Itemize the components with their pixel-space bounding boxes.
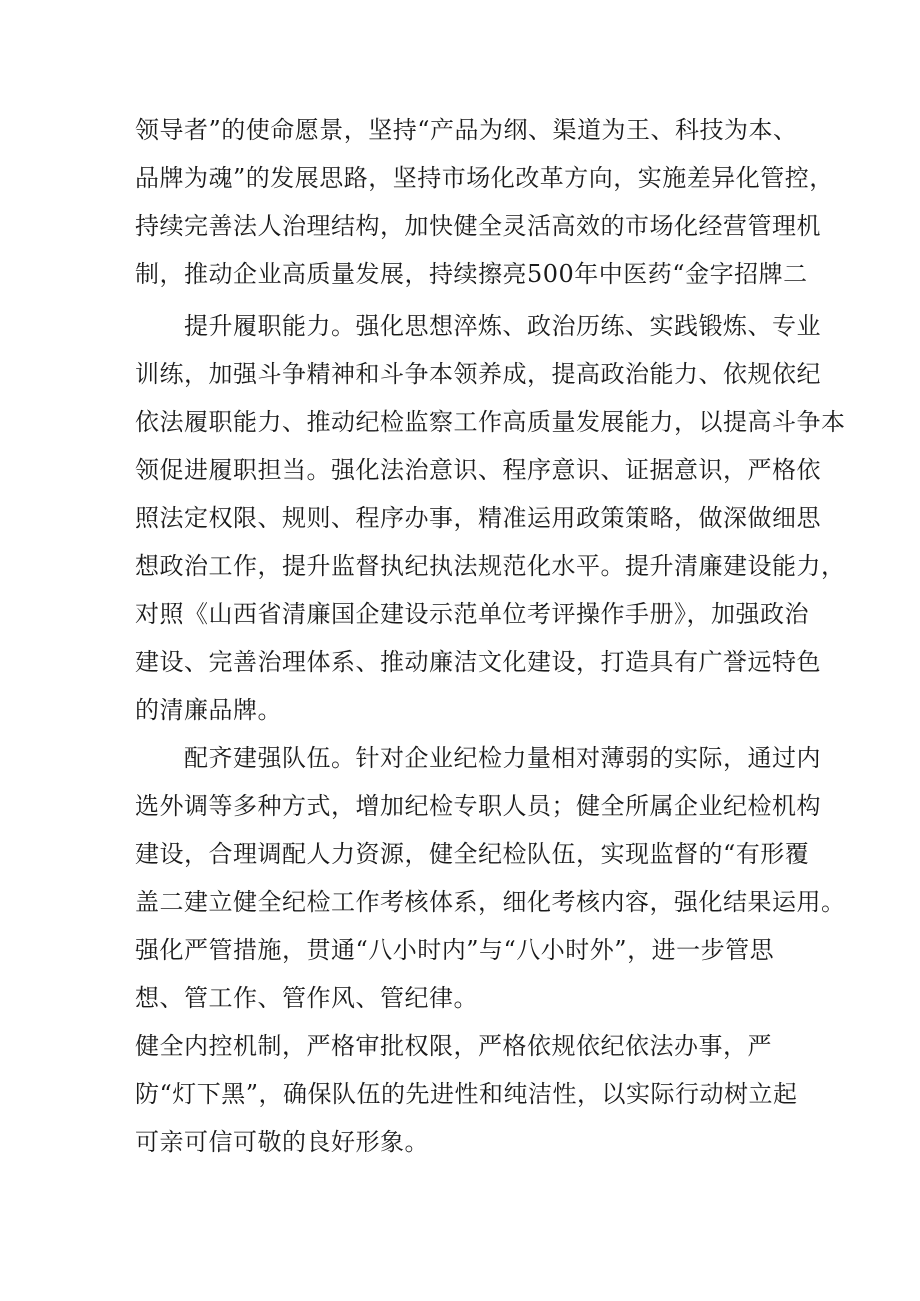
text-line: 想、管工作、管作风、管纪律。 [135,984,478,1012]
text-line: 制，推动企业高质量发展，持续擦亮500年中医药“金字招牌二 [135,260,808,288]
text-line: 的清廉品牌。 [135,696,282,724]
text-line: 健全内控机制，严格审批权限，严格依规依纪依法办事，严 [135,1032,772,1060]
text-line: 领导者”的使命愿景，坚持“产品为纲、渠道为王、科技为本、 [135,116,798,144]
text-line: 品牌为魂”的发展思路，坚持市场化改革方向，实施差异化管控， [135,164,834,192]
text-line: 可亲可信可敬的良好形象。 [135,1128,429,1156]
text-line: 照法定权限、规则、程序办事，精准运用政策策略，做深做细思 [135,504,821,532]
text-line: 选外调等多种方式，增加纪检专职人员；健全所属企业纪检机构 [135,792,821,820]
text-line: 领促进履职担当。强化法治意识、程序意识、证据意识，严格依 [135,456,821,484]
paragraph-first-line: 提升履职能力。强化思想淬炼、政治历练、实践锻炼、专业 [184,312,821,340]
text-line: 持续完善法人治理结构，加快健全灵活高效的市场化经营管理机 [135,212,821,240]
text-line: 对照《山西省清廉国企建设示范单位考评操作手册》，加强政治 [135,600,809,628]
text-line: 建设、完善治理体系、推动廉洁文化建设，打造具有广誉远特色 [135,648,821,676]
text-line: 防“灯下黑”，确保队伍的先进性和纯洁性，以实际行动树立起 [135,1080,798,1108]
text-line: 想政治工作，提升监督执纪执法规范化水平。提升清廉建设能力， [135,552,846,580]
text-line: 依法履职能力、推动纪检监察工作高质量发展能力，以提高斗争本 [135,408,846,436]
text-line: 盖二建立健全纪检工作考核体系，细化考核内容，强化结果运用。 [135,888,846,916]
text-line: 建设，合理调配人力资源，健全纪检队伍，实现监督的“有形覆 [135,840,810,868]
text-line: 训练，加强斗争精神和斗争本领养成，提高政治能力、依规依纪 [135,360,821,388]
paragraph-first-line: 配齐建强队伍。针对企业纪检力量相对薄弱的实际，通过内 [184,744,821,772]
text-line: 强化严管措施，贯通“八小时内”与“八小时外”，进一步管思 [135,936,775,964]
